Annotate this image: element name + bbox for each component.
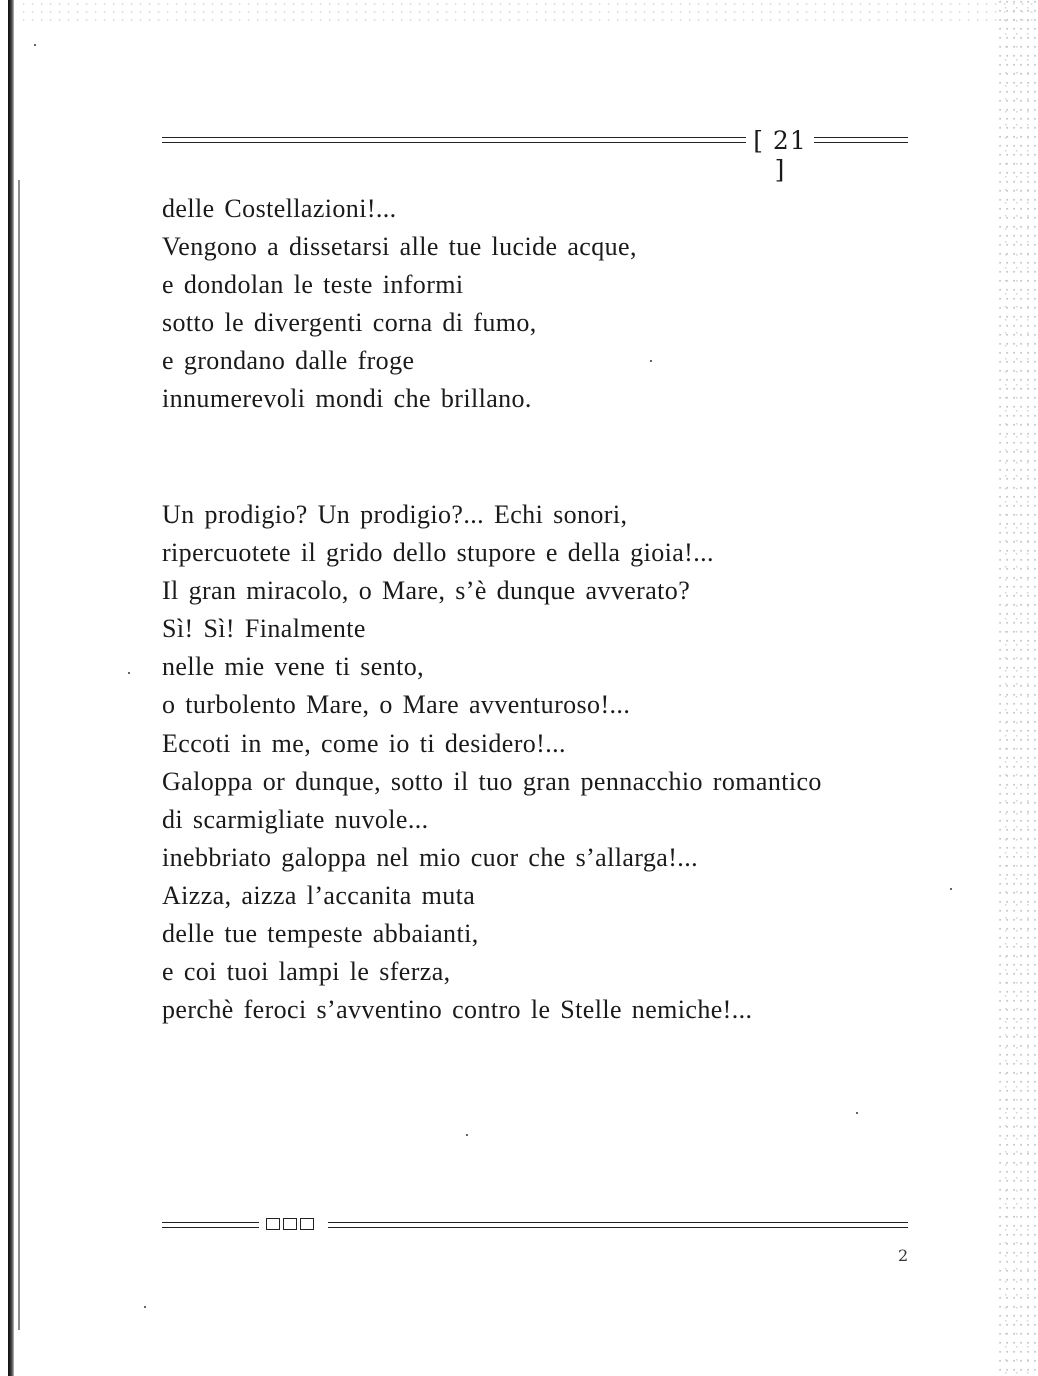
poem-line: Un prodigio? Un prodigio?... Echi sonori, <box>162 500 628 529</box>
poem-line: Galoppa or dunque, sotto il tuo gran pennacchio romantico <box>162 766 822 796</box>
poem-line: delle Costellazioni!... <box>162 194 397 223</box>
poem-line: sotto le divergenti corna di fumo, <box>162 308 537 338</box>
poem-line: perchè feroci s’avventino contro le Stelle nemiche!... <box>162 995 753 1025</box>
page-number: [ 21 ] <box>753 126 807 184</box>
poem-line: inebbriato galoppa nel mio cuor che s’allarga!... <box>162 842 698 872</box>
stanza-1 <box>162 190 637 419</box>
poem-line: e coi tuoi lampi le sferza, <box>162 957 451 987</box>
scan-speck <box>950 888 952 890</box>
page-header <box>162 126 908 184</box>
signature-mark: 2 <box>898 1246 909 1265</box>
footer-rule-right <box>328 1222 908 1228</box>
poem-line: Eccoti in me, come io ti desidero!... <box>162 728 566 758</box>
ornament-square-icon <box>300 1218 314 1230</box>
ornament-square-icon <box>283 1218 297 1230</box>
poem-line: o turbolento Mare, o Mare avventuroso!... <box>162 690 631 720</box>
scan-speck <box>144 1306 146 1308</box>
scan-noise-top <box>20 0 1038 24</box>
poem-line: innumerevoli mondi che brillano. <box>162 384 532 414</box>
page-footer <box>162 1218 908 1234</box>
scan-noise-right <box>998 0 1038 1376</box>
binding-edge <box>8 0 14 1376</box>
poem-line: di scarmigliate nuvole... <box>162 804 429 834</box>
poem-line: Sì! Sì! Finalmente <box>162 614 366 644</box>
scan-speck <box>650 360 652 362</box>
footer-rule-left <box>162 1222 259 1228</box>
binding-shadow <box>18 180 20 1330</box>
scan-speck <box>128 672 130 674</box>
header-rule-right <box>814 137 908 143</box>
poem-line: delle tue tempeste abbaianti, <box>162 919 479 949</box>
poem-line: nelle mie vene ti sento, <box>162 652 425 682</box>
poem-line: ripercuotete il grido dello stupore e della gioia!... <box>162 538 714 568</box>
stanza-2 <box>162 496 822 1029</box>
poem-line: Aizza, aizza l’accanita muta <box>162 880 476 910</box>
poem-line: e dondolan le teste informi <box>162 270 464 300</box>
ornament-square-icon <box>266 1218 280 1230</box>
poem-line: e grondano dalle froge <box>162 346 415 376</box>
scan-speck <box>466 1134 468 1136</box>
header-rule-left <box>162 137 746 143</box>
scan-speck <box>856 1112 858 1114</box>
scan-speck <box>34 44 36 46</box>
footer-ornament <box>266 1218 322 1232</box>
poem-line: Il gran miracolo, o Mare, s’è dunque avverato? <box>162 576 691 606</box>
poem-line: Vengono a dissetarsi alle tue lucide acque, <box>162 232 637 262</box>
